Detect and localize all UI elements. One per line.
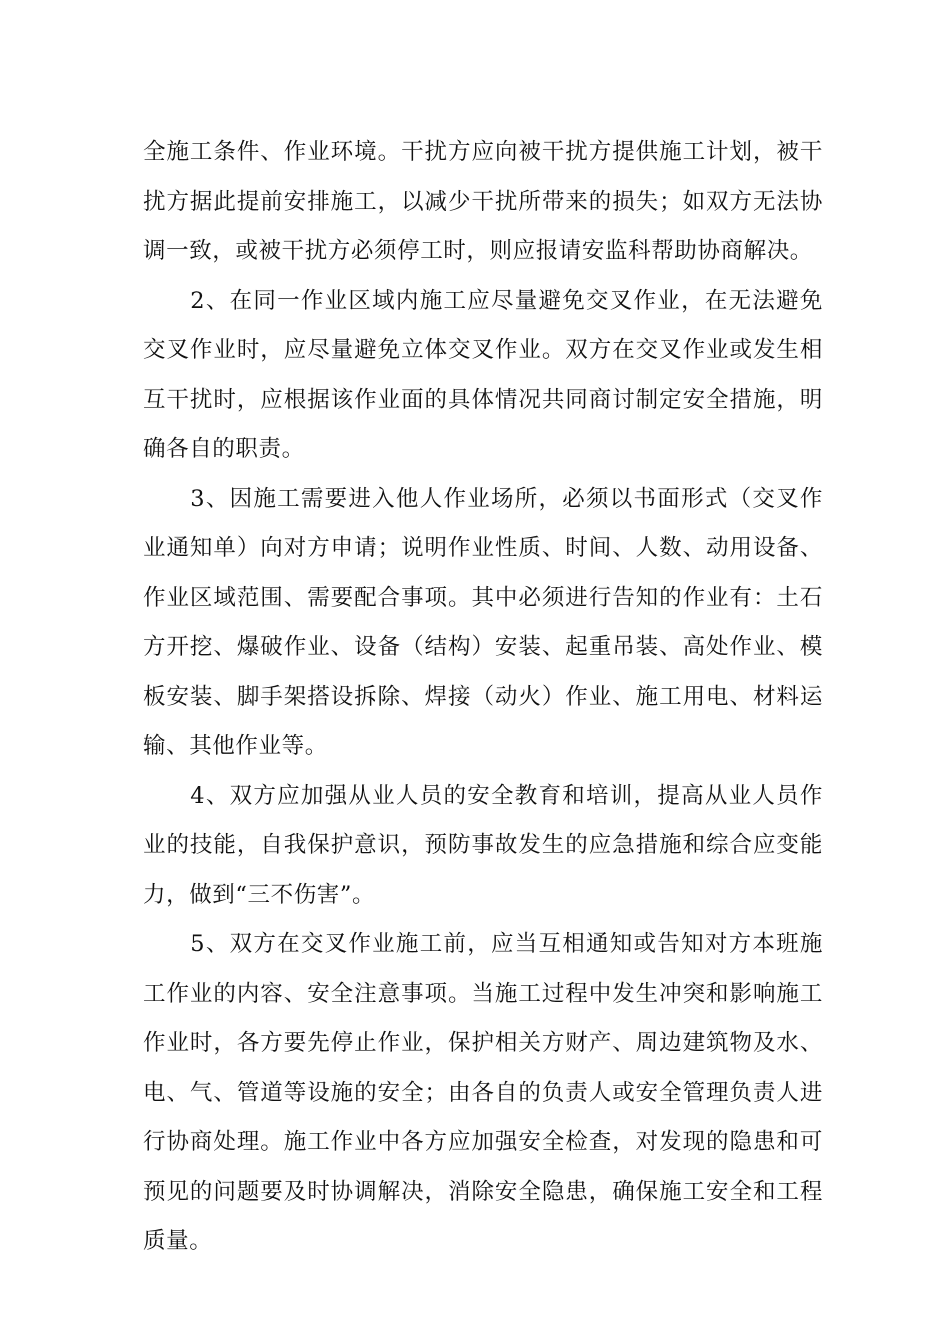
paragraph-continuation: 全施工条件、作业环境。干扰方应向被干扰方提供施工计划，被干扰方据此提前安排施工，以减少干扰所带来的损失；如双方无法协调一致，或被干扰方必须停工时，则应报请安监科帮助协商解决。 (143, 139, 823, 264)
paragraph-item-2: 2、在同一作业区域内施工应尽量避免交叉作业，在无法避免交叉作业时，应尽量避免立体交叉作业。双方在交叉作业或发生相互干扰时，应根据该作业面的具体情况共同商讨制定安全措施，明确各自的职责。 (143, 287, 823, 462)
document-body (143, 128, 823, 1267)
paragraph-item-3: 3、因施工需要进入他人作业场所，必须以书面形式（交叉作业通知单）向对方申请；说明作业性质、时间、人数、动用设备、作业区域范围、需要配合事项。其中必须进行告知的作业有：土石方开挖、爆破作业、设备（结构）安装、起重吊装、高处作业、模板安装、脚手架搭设拆除、焊接（动火）作业、施工用电、材料运输、其他作业等。 (143, 485, 823, 759)
paragraph-item-5: 5、双方在交叉作业施工前，应当互相通知或告知对方本班施工作业的内容、安全注意事项。当施工过程中发生冲突和影响施工作业时，各方要先停止作业，保护相关方财产、周边建筑物及水、电、气、管道等设施的安全；由各自的负责人或安全管理负责人进行协商处理。施工作业中各方应加强安全检查，对发现的隐患和可预见的问题要及时协调解决，消除安全隐患，确保施工安全和工程质量。 (143, 931, 823, 1254)
paragraph-item-4: 4、双方应加强从业人员的安全教育和培训，提高从业人员作业的技能，自我保护意识，预防事故发生的应急措施和综合应变能力，做到“三不伤害”。 (143, 782, 823, 908)
